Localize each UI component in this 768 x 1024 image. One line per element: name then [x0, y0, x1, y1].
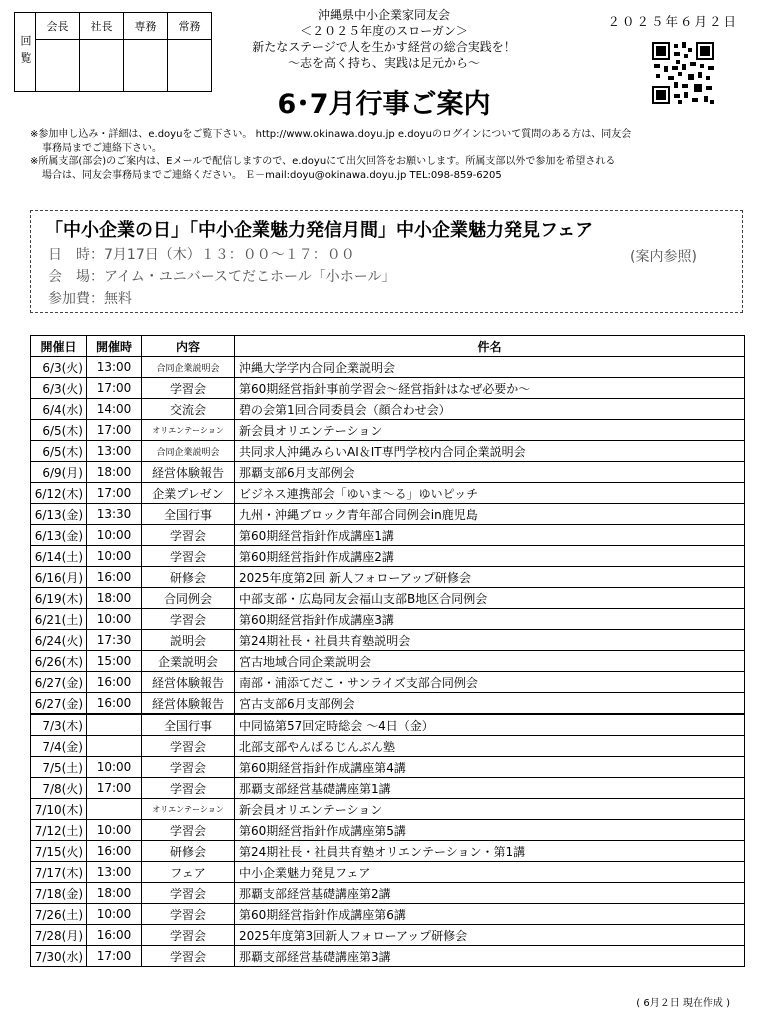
- slogan-sub: ～志を高く持ち、実践は足元から～: [287, 56, 480, 70]
- event-time: 10:00: [87, 546, 142, 567]
- col-header-type: 内容: [142, 336, 235, 357]
- circulation-header: 会長: [36, 13, 80, 40]
- event-title: 新会員オリエンテーション: [235, 420, 745, 441]
- event-type: 学習会: [142, 609, 235, 630]
- event-type: 経営体験報告: [142, 672, 235, 693]
- feature-title: 「中小企業の日」「中小企業魅力発信月間」中小企業魅力発見フェア: [45, 220, 594, 241]
- event-date: 6/21(土): [31, 609, 87, 630]
- event-time: 10:00: [87, 757, 142, 778]
- event-type: 合同企業説明会: [142, 441, 235, 462]
- table-row: [31, 714, 745, 736]
- event-date: 6/13(金): [31, 504, 87, 525]
- event-time: 14:00: [87, 399, 142, 420]
- note-line: ※所属支部(部会)のご案内は、Eメールで配信しますので、e.doyuにて出欠回答をお願いします。所属支部以外で参加を希望される: [30, 156, 616, 167]
- event-time: 10:00: [87, 609, 142, 630]
- table-row: [31, 841, 745, 862]
- event-title: 那覇支部経営基礎講座第2講: [235, 883, 745, 904]
- event-date: 7/8(火): [31, 778, 87, 799]
- table-row: [31, 799, 745, 820]
- event-type: 全国行事: [142, 504, 235, 525]
- event-date: 7/18(金): [31, 883, 87, 904]
- event-title: 第60期経営指針作成講座第5講: [235, 820, 745, 841]
- event-title: 第24期社長・社員共育塾オリエンテーション・第1講: [235, 841, 745, 862]
- event-title: ビジネス連携部会「ゆいま～る」ゆいピッチ: [235, 483, 745, 504]
- col-header-date: 開催日: [31, 336, 87, 357]
- event-time: 18:00: [87, 462, 142, 483]
- col-header-time: 開催時: [87, 336, 142, 357]
- event-date: 7/5(土): [31, 757, 87, 778]
- event-time: 13:00: [87, 862, 142, 883]
- event-type: 学習会: [142, 925, 235, 946]
- event-title: 北部支部やんばるじんぶん塾: [235, 736, 745, 757]
- circulation-header: 常務: [168, 13, 212, 40]
- event-type: 企業説明会: [142, 651, 235, 672]
- table-row: [31, 525, 745, 546]
- event-date: 6/5(木): [31, 441, 87, 462]
- note-line: 場合は、同友会事務局までご連絡ください。 Ｅ－mail:doyu@okinawa.doyu.jp TEL:098-859-6205: [42, 169, 502, 181]
- event-time: 17:00: [87, 483, 142, 504]
- event-time: 10:00: [87, 525, 142, 546]
- event-title: 共同求人沖縄みらいAI＆IT専門学校内合同企業説明会: [235, 441, 745, 462]
- table-row: [31, 399, 745, 420]
- event-type: 学習会: [142, 883, 235, 904]
- event-date: 7/17(木): [31, 862, 87, 883]
- circulation-header: 社長: [80, 13, 124, 40]
- table-row: [31, 757, 745, 778]
- feature-ref: (案内参照): [630, 249, 697, 265]
- event-type: 学習会: [142, 736, 235, 757]
- slogan-main: 新たなステージで人を生かす経営の総合実践を！: [252, 40, 516, 54]
- feature-fee: 参加費：無料: [48, 291, 132, 307]
- table-row: [31, 441, 745, 462]
- table-row: [31, 357, 745, 378]
- event-type: 企業プレゼン: [142, 483, 235, 504]
- event-date: 6/12(木): [31, 483, 87, 504]
- note-line: 事務局までご連絡下さい。: [42, 142, 162, 154]
- event-title: 第60期経営指針作成講座3講: [235, 609, 745, 630]
- table-row: [31, 588, 745, 609]
- table-row: [31, 946, 745, 967]
- event-title: 中小企業魅力発見フェア: [235, 862, 745, 883]
- event-title: 宮古地域合同企業説明会: [235, 651, 745, 672]
- event-title: 第60期経営指針作成講座2講: [235, 546, 745, 567]
- event-type: 交流会: [142, 399, 235, 420]
- event-type: 全国行事: [142, 714, 235, 736]
- event-date: 6/9(月): [31, 462, 87, 483]
- table-row: [31, 483, 745, 504]
- footer-note: ( 6月２日 現在作成 ): [636, 998, 730, 1009]
- events-table-body: [31, 357, 745, 967]
- event-time: 18:00: [87, 883, 142, 904]
- event-date: 6/14(土): [31, 546, 87, 567]
- table-row: [31, 378, 745, 399]
- event-time: 16:00: [87, 672, 142, 693]
- event-time: 17:30: [87, 630, 142, 651]
- table-row: [31, 546, 745, 567]
- event-time: 17:00: [87, 378, 142, 399]
- event-date: 7/30(水): [31, 946, 87, 967]
- event-time: [87, 736, 142, 757]
- table-row: [31, 820, 745, 841]
- slogan-year: ＜２０２５年度のスローガン＞: [300, 24, 468, 38]
- table-row: [31, 420, 745, 441]
- event-time: 15:00: [87, 651, 142, 672]
- event-title: 2025年度第3回新人フォローアップ研修会: [235, 925, 745, 946]
- event-type: フェア: [142, 862, 235, 883]
- event-date: 7/3(木): [31, 714, 87, 736]
- event-title: 那覇支部経営基礎講座第3講: [235, 946, 745, 967]
- event-type: 学習会: [142, 546, 235, 567]
- event-time: 17:00: [87, 778, 142, 799]
- event-time: 17:00: [87, 946, 142, 967]
- event-time: 16:00: [87, 693, 142, 715]
- table-row: [31, 904, 745, 925]
- event-title: 中同協第57回定時総会 ～4日（金）: [235, 714, 745, 736]
- event-date: 7/12(土): [31, 820, 87, 841]
- feature-venue: 会 場：アイム・ユニバースてだこホール「小ホール」: [48, 269, 396, 285]
- event-type: オリエンテーション: [142, 420, 235, 441]
- table-row: [31, 925, 745, 946]
- page-title: 6･7月行事ご案内: [277, 89, 491, 120]
- event-time: 16:00: [87, 567, 142, 588]
- event-time: 16:00: [87, 841, 142, 862]
- event-title: 那覇支部6月支部例会: [235, 462, 745, 483]
- event-type: 経営体験報告: [142, 462, 235, 483]
- event-title: 第60期経営指針作成講座第6講: [235, 904, 745, 925]
- event-title: 中部支部・広島同友会福山支部B地区合同例会: [235, 588, 745, 609]
- event-date: 6/27(金): [31, 672, 87, 693]
- table-row: [31, 672, 745, 693]
- event-title: 2025年度第2回 新人フォローアップ研修会: [235, 567, 745, 588]
- event-type: オリエンテーション: [142, 799, 235, 820]
- event-date: 7/4(金): [31, 736, 87, 757]
- event-date: 7/10(木): [31, 799, 87, 820]
- issue-date: ２０２５年６月２日: [607, 14, 738, 29]
- event-time: 13:30: [87, 504, 142, 525]
- event-date: 7/28(月): [31, 925, 87, 946]
- event-title: 第60期経営指針事前学習会～経営指針はなぜ必要か～: [235, 378, 745, 399]
- event-date: 7/15(火): [31, 841, 87, 862]
- table-row: [31, 693, 745, 715]
- event-date: 6/16(月): [31, 567, 87, 588]
- event-type: 学習会: [142, 378, 235, 399]
- event-title: 新会員オリエンテーション: [235, 799, 745, 820]
- event-title: 碧の会第1回合同委員会（顔合わせ会）: [235, 399, 745, 420]
- event-date: 6/4(水): [31, 399, 87, 420]
- feature-datetime: 日 時：7月17日（木）１３：００～１７：００: [48, 247, 355, 263]
- col-header-title: 件名: [235, 336, 745, 357]
- event-time: 10:00: [87, 820, 142, 841]
- events-table: [30, 335, 745, 967]
- circulation-header: 専務: [124, 13, 168, 40]
- event-type: 学習会: [142, 904, 235, 925]
- event-type: 学習会: [142, 757, 235, 778]
- event-time: [87, 714, 142, 736]
- event-type: 学習会: [142, 778, 235, 799]
- table-row: [31, 651, 745, 672]
- notes-block: [30, 128, 750, 182]
- table-row: [31, 778, 745, 799]
- event-time: 17:00: [87, 420, 142, 441]
- event-date: 6/13(金): [31, 525, 87, 546]
- table-row: [31, 567, 745, 588]
- event-title: 第24期社長・社員共育塾説明会: [235, 630, 745, 651]
- event-time: 16:00: [87, 925, 142, 946]
- event-title: 沖縄大学学内合同企業説明会: [235, 357, 745, 378]
- event-time: 10:00: [87, 904, 142, 925]
- table-row: [31, 883, 745, 904]
- event-type: 合同企業説明会: [142, 357, 235, 378]
- event-date: 6/24(火): [31, 630, 87, 651]
- event-type: 合同例会: [142, 588, 235, 609]
- event-type: 経営体験報告: [142, 693, 235, 715]
- table-row: [31, 504, 745, 525]
- event-type: 研修会: [142, 567, 235, 588]
- event-title: 南部・浦添てだこ・サンライズ支部合同例会: [235, 672, 745, 693]
- table-row: [31, 609, 745, 630]
- event-title: 九州・沖縄ブロック青年部合同例会in鹿児島: [235, 504, 745, 525]
- event-time: 18:00: [87, 588, 142, 609]
- event-date: 6/26(木): [31, 651, 87, 672]
- event-type: 説明会: [142, 630, 235, 651]
- event-type: 学習会: [142, 525, 235, 546]
- event-title: 那覇支部経営基礎講座第1講: [235, 778, 745, 799]
- event-type: 学習会: [142, 820, 235, 841]
- event-title: 第60期経営指針作成講座1講: [235, 525, 745, 546]
- event-date: 7/26(土): [31, 904, 87, 925]
- event-date: 6/3(火): [31, 378, 87, 399]
- event-date: 6/5(木): [31, 420, 87, 441]
- event-type: 学習会: [142, 946, 235, 967]
- event-date: 6/3(火): [31, 357, 87, 378]
- event-title: 第60期経営指針作成講座第4講: [235, 757, 745, 778]
- event-type: 研修会: [142, 841, 235, 862]
- org-name: 沖縄県中小企業家同友会: [317, 8, 450, 22]
- note-line: ※参加申し込み・詳細は、e.doyuをご覧下さい。 http://www.okinawa.doyu.jp e.doyuのログインについて質問のある方は、同友会: [30, 129, 632, 140]
- event-date: 6/19(木): [31, 588, 87, 609]
- table-row: [31, 862, 745, 883]
- event-time: [87, 799, 142, 820]
- event-title: 宮古支部6月支部例会: [235, 693, 745, 715]
- table-row: [31, 736, 745, 757]
- event-time: 13:00: [87, 357, 142, 378]
- table-row: [31, 462, 745, 483]
- event-date: 6/27(金): [31, 693, 87, 715]
- circulation-label: 回覧: [15, 13, 36, 92]
- table-row: [31, 630, 745, 651]
- event-time: 13:00: [87, 441, 142, 462]
